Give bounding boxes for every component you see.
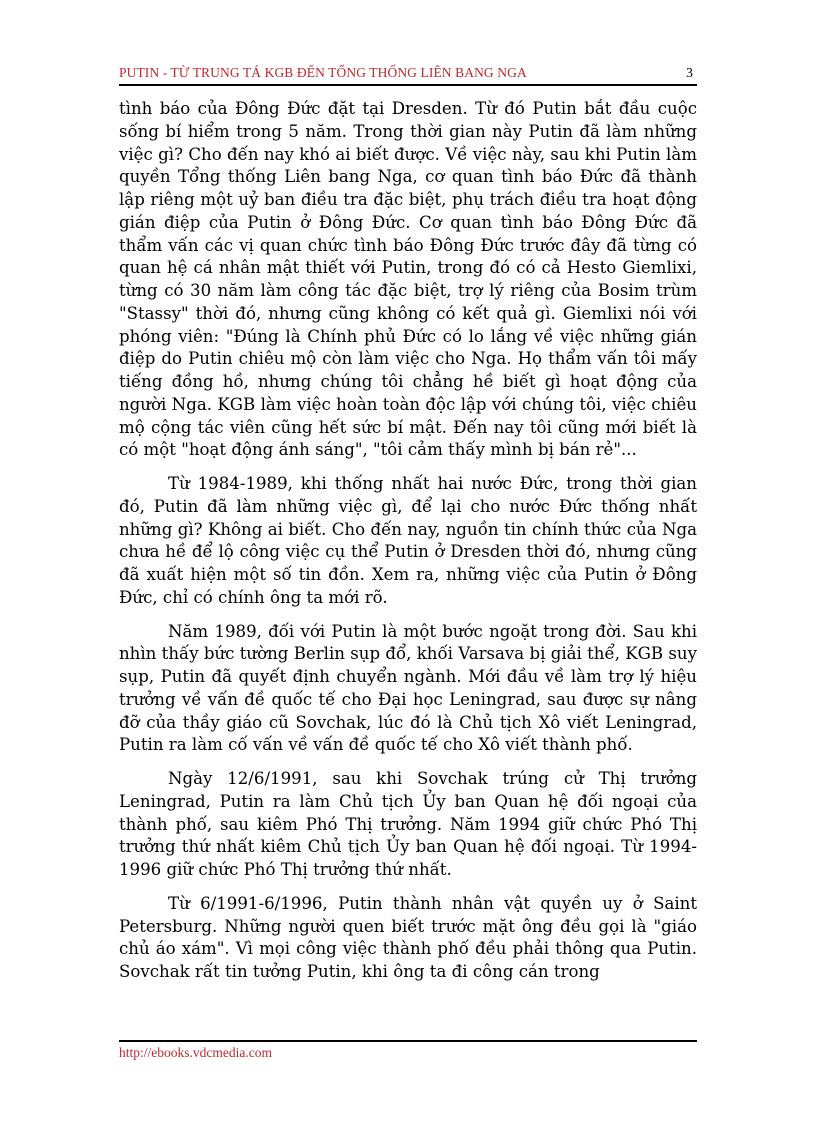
paragraph: Ngày 12/6/1991, sau khi Sovchak trúng cử Thị trưởng Leningrad, Putin ra làm Chủ tịch Ủy ban Quan hệ đối ngoại của thành phố, sau kiêm Phó Thị trưởng. Năm 1994 giữ chức Phó Thị trưởng thứ nhất kiêm Chủ tịch Ủy ban Quan hệ đối ngoại. Từ 1994-1996 giữ chức Phó Thị trưởng thứ nhất.: [119, 769, 697, 879]
body-text: [119, 98, 697, 995]
page-number: 3: [686, 65, 693, 80]
paragraph: Từ 1984-1989, khi thống nhất hai nước Đức, trong thời gian đó, Putin đã làm những việc gì, để lại cho nước Đức thống nhất những gì? Không ai biết. Cho đến nay, nguồn tin chính thức của Nga chưa hề để lộ công việc cụ thể Putin ở Dresden thời đó, nhưng cũng đã xuất hiện một số tin đồn. Xem ra, những việc của Putin ở Đông Đức, chỉ có chính ông ta mới rõ.: [119, 474, 697, 607]
footer-divider: [119, 1040, 697, 1042]
paragraph: Từ 6/1991-6/1996, Putin thành nhân vật quyền uy ở Saint Petersburg. Những người quen biết trước mặt ông đều gọi là "giáo chủ áo xám". Vì mọi công việc thành phố đều phải thông qua Putin. Sovchak rất tin tưởng Putin, khi ông ta đi công cán trong: [119, 893, 697, 981]
paragraph: Năm 1989, đối với Putin là một bước ngoặt trong đời. Sau khi nhìn thấy bức tường Berlin sụp đổ, khối Varsava bị giải thể, KGB suy sụp, Putin đã quyết định chuyển ngành. Mới đầu về làm trợ lý hiệu trưởng về vấn đề quốc tế cho Đại học Leningrad, sau được sự nâng đỡ của thầy giáo cũ Sovchak, lúc đó là Chủ tịch Xô viết Leningrad, Putin ra làm cố vấn về vấn đề quốc tế cho Xô viết thành phố.: [119, 621, 697, 755]
page-header: [119, 64, 697, 86]
footer-url: http://ebooks.vdcmedia.com: [119, 1045, 272, 1060]
paragraph-continued: tình báo của Đông Đức đặt tại Dresden. Từ đó Putin bắt đầu cuộc sống bí hiểm trong 5 năm. Trong thời gian này Putin đã làm những việc gì? Cho đến nay khó ai biết được. Về việc này, sau khi Putin làm quyền Tổng thống Liên bang Nga, cơ quan tình báo Đức đã thành lập riêng một uỷ ban điều tra đặc biệt, phụ trách điều tra hoạt động gián điệp của Putin ở Đông Đức. Cơ quan tình báo Đông Đức đã thẩm vấn các vị quan chức tình báo Đông Đức trước đây đã từng có quan hệ cá nhân mật thiết với Putin, trong đó có cả Hesto Giemlixi, từng có 30 năm làm công tác đặc biệt, trợ lý riêng của Bosim trùm "Stassy" thời đó, nhưng cũng không có kết quả gì. Giemlixi nói với phóng viên: "Đúng là Chính phủ Đức có lo lắng về việc những gián điệp do Putin chiêu mộ còn làm việc cho Nga. Họ thẩm vấn tôi mấy tiếng đồng hồ, nhưng chúng tôi chẳng hề biết gì hoạt động của người Nga. KGB làm việc hoàn toàn độc lập với chúng tôi, việc chiêu mộ cộng tác viên cũng hết sức bí mật. Đến nay tôi cũng mới biết là có một "hoạt động ánh sáng", "tôi cảm thấy mình bị bán rẻ"...: [119, 99, 697, 460]
running-title: PUTIN - TỪ TRUNG TÁ KGB ĐẾN TỔNG THỐNG LIÊN BANG NGA: [119, 65, 527, 80]
